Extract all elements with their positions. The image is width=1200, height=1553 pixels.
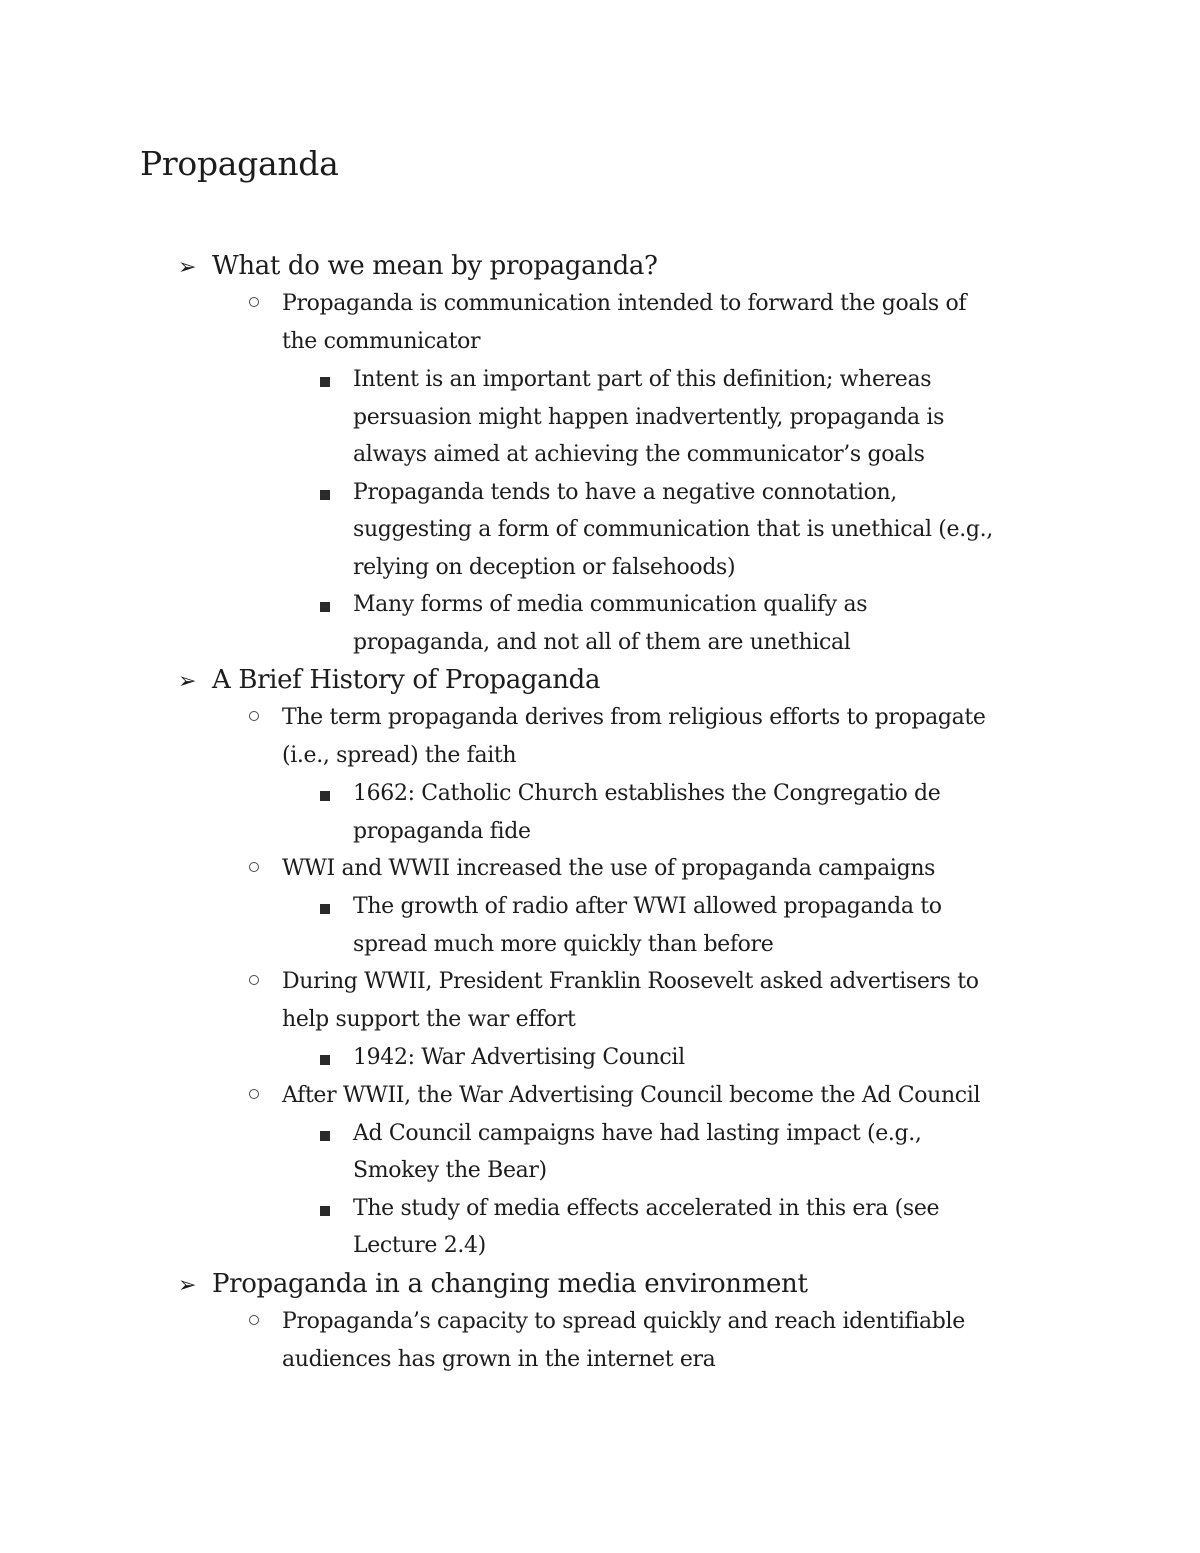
sub-list-item-text: 1942: War Advertising Council <box>353 1045 685 1070</box>
sub-list-item <box>0 474 1200 587</box>
list-item-text: WWI and WWII increased the use of propaganda campaigns <box>282 856 936 881</box>
list-item <box>0 850 1200 888</box>
square-bullet-icon <box>320 791 330 801</box>
sub-list-item-text: Many forms of media communication qualify as <box>353 592 868 617</box>
document-title: Propaganda <box>140 144 339 183</box>
list-item <box>0 1303 1200 1379</box>
sub-list-item-text: relying on deception or falsehoods) <box>353 554 736 580</box>
sub-list-item-text: Lecture 2.4) <box>353 1233 486 1258</box>
sub-list-item-text: suggesting a form of communication that is unethical (e.g., <box>353 517 993 542</box>
sub-list-item-text: propaganda, and not all of them are unethical <box>353 629 851 655</box>
circle-bullet-icon <box>249 1315 259 1325</box>
list-item-text: The term propaganda derives from religious efforts to propagate <box>282 705 986 730</box>
square-bullet-icon <box>320 377 330 387</box>
circle-bullet-icon <box>249 711 259 721</box>
list-item-text: Propaganda is communication intended to forward the goals of <box>282 291 967 316</box>
list-item-text: (i.e., spread) the faith <box>282 743 517 768</box>
circle-bullet-icon <box>249 975 259 985</box>
list-item-text: Propaganda’s capacity to spread quickly and reach identifiable <box>282 1308 965 1334</box>
arrow-bullet-icon: ➢ <box>178 669 197 694</box>
circle-bullet-icon <box>249 862 259 872</box>
sub-list-item-text: propaganda fide <box>353 818 531 844</box>
sub-list-item-text: always aimed at achieving the communicator’s goals <box>353 442 925 467</box>
list-item <box>0 699 1200 775</box>
circle-bullet-icon <box>249 297 259 307</box>
sub-list-item <box>0 1039 1200 1077</box>
sub-list-item-text: Intent is an important part of this definition; whereas <box>353 367 932 392</box>
sub-list-item <box>0 888 1200 963</box>
sub-list-item-text: Propaganda tends to have a negative connotation, <box>353 479 897 505</box>
list-item-text: During WWII, President Franklin Roosevelt asked advertisers to <box>282 969 979 994</box>
sub-list-item <box>0 1190 1200 1265</box>
outline-list <box>0 247 1200 1379</box>
section-heading <box>0 1265 1200 1303</box>
section-heading-text: What do we mean by propaganda? <box>212 251 658 281</box>
sub-list-item-text: The growth of radio after WWI allowed propaganda to <box>353 894 942 919</box>
sub-list-item <box>0 361 1200 474</box>
square-bullet-icon <box>320 904 330 914</box>
list-item-text: help support the war effort <box>282 1007 576 1032</box>
sub-list-item-text: 1662: Catholic Church establishes the Congregatio de <box>353 781 941 806</box>
list-item <box>0 285 1200 361</box>
section-heading-text: Propaganda in a changing media environment <box>212 1268 808 1299</box>
square-bullet-icon <box>320 490 330 500</box>
list-item-text: After WWII, the War Advertising Council become the Ad Council <box>282 1082 981 1108</box>
sub-list-item-text: The study of media effects accelerated in this era (see <box>353 1195 940 1221</box>
arrow-bullet-icon: ➢ <box>178 255 197 280</box>
list-item-text: the communicator <box>282 329 481 354</box>
square-bullet-icon <box>320 602 330 612</box>
square-bullet-icon <box>320 1055 330 1065</box>
square-bullet-icon <box>320 1206 330 1216</box>
sub-list-item-text: spread much more quickly than before <box>353 931 774 957</box>
sub-list-item <box>0 586 1200 661</box>
section-heading <box>0 661 1200 699</box>
sub-list-item-text: Smokey the Bear) <box>353 1158 547 1183</box>
sub-list-item <box>0 1115 1200 1190</box>
list-item <box>0 1077 1200 1115</box>
sub-list-item-text: persuasion might happen inadvertently, propaganda is <box>353 404 945 430</box>
section-heading-text: A Brief History of Propaganda <box>212 665 601 695</box>
circle-bullet-icon <box>249 1089 259 1099</box>
arrow-bullet-icon: ➢ <box>178 1272 197 1298</box>
list-item <box>0 963 1200 1039</box>
list-item-text: audiences has grown in the internet era <box>282 1346 716 1372</box>
square-bullet-icon <box>320 1131 330 1141</box>
sub-list-item <box>0 775 1200 850</box>
sub-list-item-text: Ad Council campaigns have had lasting impact (e.g., <box>353 1120 922 1146</box>
section-heading <box>0 247 1200 285</box>
